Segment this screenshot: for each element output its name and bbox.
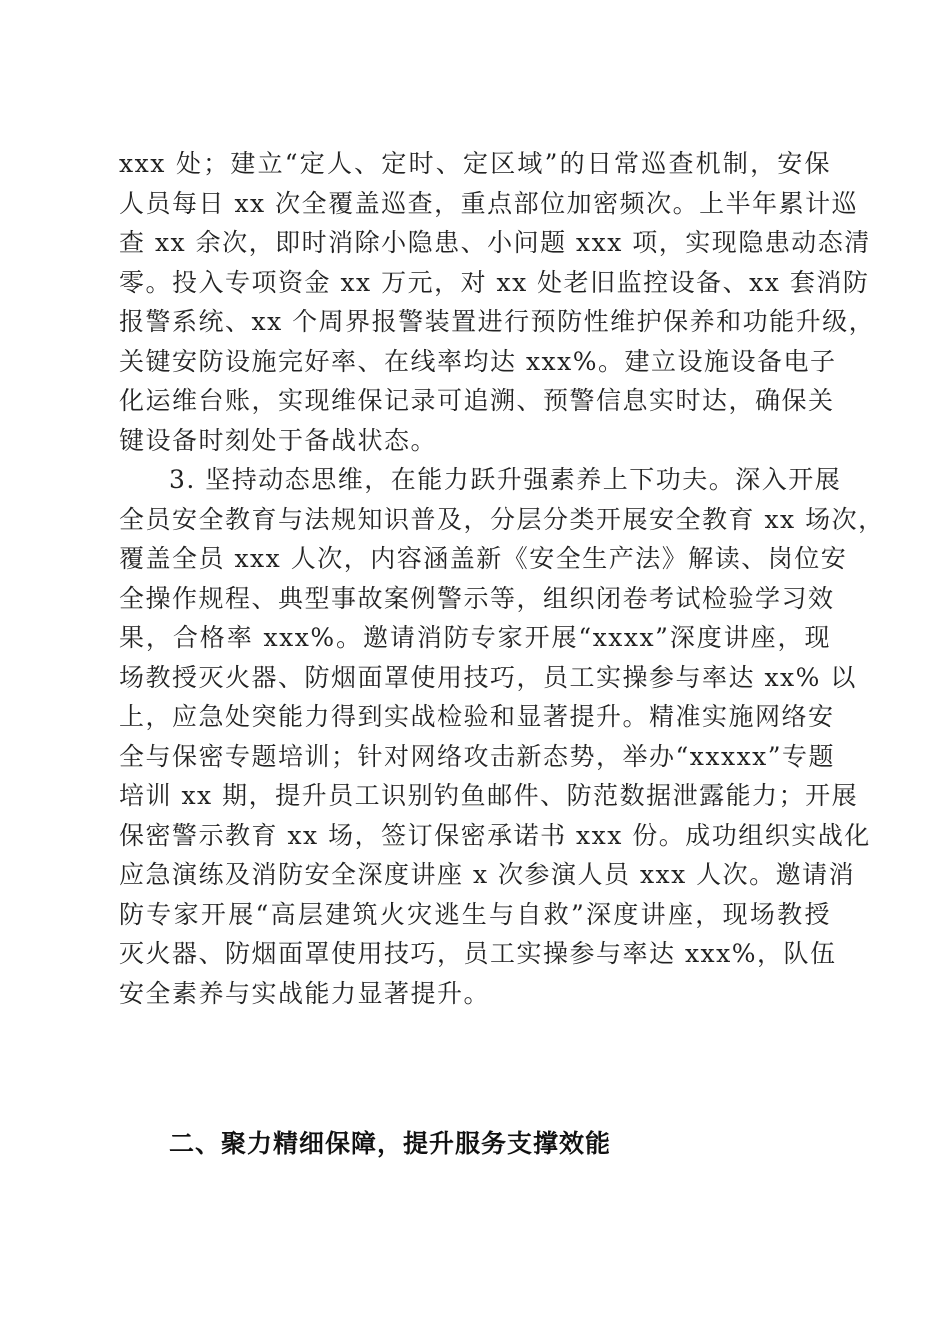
paragraph-continued — [119, 144, 876, 460]
text-line: 全操作规程、典型事故案例警示等，组织闭卷考试检验学习效 — [119, 583, 835, 613]
text-line: 培训 xx 期，提升员工识别钓鱼邮件、防范数据泄露能力；开展 — [119, 781, 859, 810]
text-line: 全员安全教育与法规知识普及，分层分类开展安全教育 xx 场次， — [119, 504, 885, 534]
text-line: xxx 处；建立“定人、定时、定区域”的日常巡查机制，安保 — [119, 149, 831, 178]
text-line: 查 xx 余次，即时消除小隐患、小问题 xxx 项，实现隐患动态清 — [119, 228, 871, 257]
text-line: 覆盖全员 xxx 人次，内容涵盖新《安全生产法》解读、岗位安 — [119, 544, 848, 573]
body-text — [119, 144, 885, 1013]
text-line: 3. 坚持动态思维，在能力跃升强素养上下功夫。深入开展 — [169, 465, 842, 494]
text-line: 化运维台账，实现维保记录可追溯、预警信息实时达，确保关 — [119, 386, 835, 415]
text-line: 果，合格率 xxx%。邀请消防专家开展“xxxx”深度讲座，现 — [119, 623, 831, 652]
paragraph-3 — [119, 460, 885, 1013]
text-line: 灭火器、防烟面罩使用技巧，员工实操参与率达 xxx%，队伍 — [119, 939, 837, 968]
text-line: 应急演练及消防安全深度讲座 x 次参演人员 xxx 人次。邀请消 — [119, 860, 856, 889]
text-line: 键设备时刻处于备战状态。 — [119, 425, 438, 455]
section-heading: 二、聚力精细保障，提升服务支撑效能 — [169, 1129, 612, 1158]
text-line: 人员每日 xx 次全覆盖巡查，重点部位加密频次。上半年累计巡 — [119, 188, 859, 218]
text-line: 报警系统、xx 个周界报警装置进行预防性维护保养和功能升级， — [119, 307, 876, 336]
text-line: 防专家开展“高层建筑火灾逃生与自救”深度讲座，现场教授 — [119, 899, 831, 929]
text-line: 全与保密专题培训；针对网络攻击新态势，举办“xxxxx”专题 — [119, 741, 836, 771]
text-line: 保密警示教育 xx 场，签订保密承诺书 xxx 份。成功组织实战化 — [119, 820, 871, 850]
text-line: 零。投入专项资金 xx 万元，对 xx 处老旧监控设备、xx 套消防 — [119, 267, 870, 297]
text-line: 场教授灭火器、防烟面罩使用技巧，员工实操参与率达 xx% 以 — [119, 662, 857, 692]
text-line: 关键安防设施完好率、在线率均达 xxx%。建立设施设备电子 — [119, 346, 837, 376]
text-line: 上，应急处突能力得到实战检验和显著提升。精准实施网络安 — [119, 702, 835, 731]
text-line: 安全素养与实战能力显著提升。 — [119, 978, 491, 1008]
